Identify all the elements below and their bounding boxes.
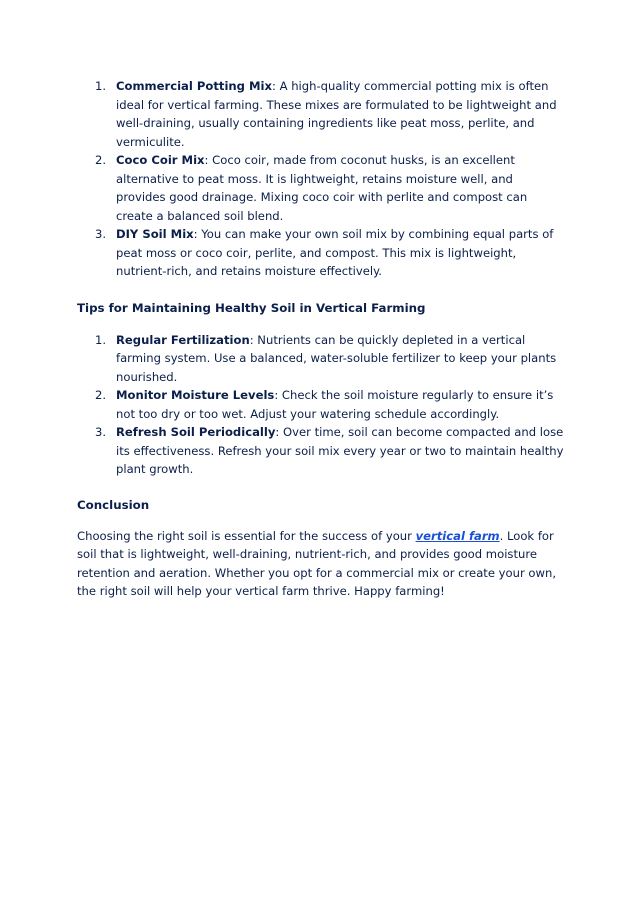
soil-options-list bbox=[77, 77, 565, 281]
tips-list bbox=[77, 331, 565, 479]
list-number: 2. bbox=[95, 153, 107, 167]
list-item-text: : Coco coir, made from coconut husks, is an excellent alternative to peat moss. It is lightweight, retains moisture well, and provides good drainage. Mixing coco coir with perlite and compost can create a balanced soil blend. bbox=[116, 153, 528, 223]
list-item bbox=[77, 331, 565, 387]
list-item bbox=[77, 423, 565, 479]
conclusion-text-before: Choosing the right soil is essential for the success of your bbox=[77, 528, 416, 543]
conclusion-paragraph bbox=[77, 527, 565, 601]
list-item-text: : A high-quality commercial potting mix is often ideal for vertical farming. These mixes are formulated to be lightweight and well-draining, usually containing ingredients like peat moss, perlite, and vermiculite. bbox=[116, 79, 557, 149]
list-item bbox=[77, 386, 565, 423]
document-page bbox=[77, 77, 565, 601]
list-number: 1. bbox=[95, 79, 107, 93]
tips-heading: Tips for Maintaining Healthy Soil in Vertical Farming bbox=[77, 300, 426, 315]
list-item-title: Coco Coir Mix bbox=[116, 153, 205, 167]
vertical-farm-link[interactable]: vertical farm bbox=[415, 528, 500, 543]
list-item-text: : You can make your own soil mix by combining equal parts of peat moss or coco coir, perlite, and compost. This mix is lightweight, nutrient-rich, and retains moisture effectively. bbox=[116, 227, 554, 278]
list-item-title: Refresh Soil Periodically bbox=[116, 425, 276, 439]
list-item-text: : Check the soil moisture regularly to ensure it’s not too dry or too wet. Adjust your watering schedule accordingly. bbox=[116, 388, 554, 421]
list-item-text: : Nutrients can be quickly depleted in a vertical farming system. Use a balanced, water-soluble fertilizer to keep your plants nourished. bbox=[116, 332, 557, 384]
list-item bbox=[77, 225, 565, 281]
list-item-title: DIY Soil Mix bbox=[116, 227, 194, 241]
list-number: 3. bbox=[95, 425, 107, 439]
list-item-text: : Over time, soil can become compacted and lose its effectiveness. Refresh your soil mix every year or two to maintain healthy plant growth. bbox=[116, 425, 564, 476]
list-item bbox=[77, 151, 565, 225]
list-item-title: Commercial Potting Mix bbox=[116, 79, 272, 93]
list-number: 1. bbox=[95, 332, 107, 347]
list-item-title: Monitor Moisture Levels bbox=[116, 388, 275, 402]
list-number: 3. bbox=[95, 227, 107, 241]
list-item-title: Regular Fertilization bbox=[116, 332, 250, 347]
conclusion-text-after: . Look for soil that is lightweight, well-draining, nutrient-rich, and provides good moisture retention and aeration. Whether you opt for a commercial mix or create your own, the right soil will help your vertical farm thrive. Happy farming! bbox=[77, 528, 557, 598]
conclusion-heading: Conclusion bbox=[77, 497, 150, 512]
list-item bbox=[77, 77, 565, 151]
list-number: 2. bbox=[95, 388, 107, 402]
